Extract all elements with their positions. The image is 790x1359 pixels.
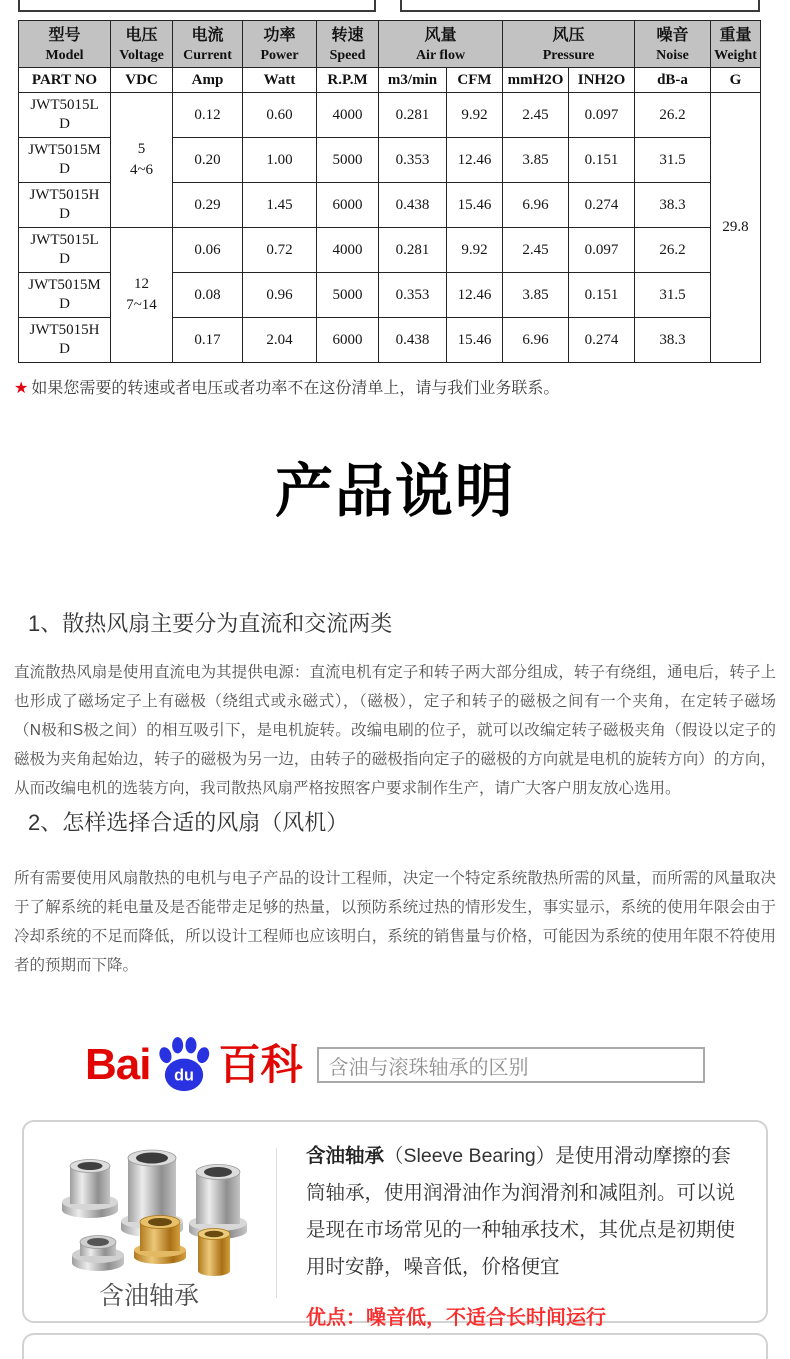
unit-mmh2o: mmH2O — [503, 68, 569, 93]
cell-db: 31.5 — [635, 273, 711, 318]
card-divider — [276, 1148, 277, 1298]
cell-rpm: 5000 — [317, 138, 379, 183]
fan-spec-table — [18, 20, 761, 363]
cell-voltage-group-12v: 12 7~14 — [111, 228, 173, 363]
spec-header-row — [19, 21, 761, 68]
cell-watt: 2.04 — [243, 318, 317, 363]
unit-rpm: R.P.M — [317, 68, 379, 93]
baidu-logo-baike: 百科 — [218, 1041, 303, 1088]
cell-cfm: 12.46 — [447, 273, 503, 318]
cell-mmh2o: 2.45 — [503, 228, 569, 273]
unit-m3min: m3/min — [379, 68, 447, 93]
cell-m3min: 0.438 — [379, 318, 447, 363]
cell-rpm: 4000 — [317, 93, 379, 138]
brass-bushing-flanged — [134, 1216, 186, 1265]
bearing-card — [22, 1120, 768, 1329]
cell-weight: 29.8 — [711, 93, 761, 363]
previous-content-box-right — [400, 0, 760, 12]
cell-watt: 0.96 — [243, 273, 317, 318]
unit-inh2o: INH2O — [569, 68, 635, 93]
cell-inh2o: 0.274 — [569, 183, 635, 228]
col-power: 功率 Power — [243, 21, 317, 68]
baidu-du-label: du — [174, 1066, 195, 1085]
steel-bushing-right — [189, 1165, 247, 1240]
brass-bushing-cylinder — [198, 1229, 230, 1277]
baike-search-input[interactable] — [317, 1047, 706, 1083]
col-voltage: 电压 Voltage — [111, 21, 173, 68]
section-1-body: 直流散热风扇是使用直流电为其提供电源：直流电机有定子和转子两大部分组成，转子有绕组，通电后，转子上也形成了磁场定子上有磁极（绕组式或永磁式），（磁极），定子和转子的磁极之间有一个夹角，在定转子磁场（N极和S极之间）的相互吸引下，是电机旋转。改编电刷的位子，就可以改编定转子磁极夹角（假设以定子的磁极为夹角起始边，转子的磁极为另一边，由转子的磁极指向定子的磁极的方向就是电机的旋转方向）的方向，从而改编电机的选装方向，我司散热风扇严格按照客户要求制作生产，请广大客户朋友放心选用。 — [14, 664, 776, 797]
col-pressure: 风压 Pressure — [503, 21, 635, 68]
cell-m3min: 0.438 — [379, 183, 447, 228]
cell-model: JWT5015HD — [19, 318, 111, 363]
cell-rpm: 5000 — [317, 273, 379, 318]
col-current: 电流 Current — [173, 21, 243, 68]
section-1-heading: 1、散热风扇主要分为直流和交流两类 — [28, 611, 393, 636]
cell-m3min: 0.353 — [379, 138, 447, 183]
bearing-description — [306, 1138, 748, 1337]
cell-cfm: 12.46 — [447, 138, 503, 183]
bearing-image-caption: 含油轴承 — [98, 1282, 199, 1310]
section-2-heading: 2、怎样选择合适的风扇（风机） — [28, 810, 349, 835]
page-title: 产品说明 — [274, 459, 515, 524]
cell-amp: 0.08 — [173, 273, 243, 318]
cell-amp: 0.17 — [173, 318, 243, 363]
next-card-top-edge — [22, 1333, 768, 1359]
spec-row — [19, 228, 761, 273]
unit-g: G — [711, 68, 761, 93]
previous-content-box-left — [18, 0, 376, 12]
cell-m3min: 0.353 — [379, 273, 447, 318]
cell-cfm: 15.46 — [447, 183, 503, 228]
contact-note-text: 如果您需要的转速或者电压或者功率不在这份清单上，请与我们业务联系。 — [31, 380, 560, 397]
contact-note — [14, 375, 559, 398]
unit-watt: Watt — [243, 68, 317, 93]
spec-units-row — [19, 68, 761, 93]
cell-mmh2o: 3.85 — [503, 138, 569, 183]
unit-dba: dB-a — [635, 68, 711, 93]
cell-inh2o: 0.274 — [569, 318, 635, 363]
unit-cfm: CFM — [447, 68, 503, 93]
cell-rpm: 6000 — [317, 183, 379, 228]
cell-amp: 0.12 — [173, 93, 243, 138]
unit-vdc: VDC — [111, 68, 173, 93]
cell-cfm: 9.92 — [447, 228, 503, 273]
cell-mmh2o: 6.96 — [503, 183, 569, 228]
cell-watt: 1.45 — [243, 183, 317, 228]
cell-watt: 0.72 — [243, 228, 317, 273]
col-airflow: 风量 Air flow — [379, 21, 503, 68]
cell-cfm: 15.46 — [447, 318, 503, 363]
steel-bushing-small — [72, 1236, 124, 1272]
cell-rpm: 6000 — [317, 318, 379, 363]
unit-amp: Amp — [173, 68, 243, 93]
cell-db: 31.5 — [635, 138, 711, 183]
section-2-body: 所有需要使用风扇散热的电机与电子产品的设计工程师，决定一个特定系统散热所需的风量，而所需的风量取决于了解系统的耗电量及是否能带走足够的热量，以预防系统过热的情形发生，事实显示，系统的使用年限会由于冷却系统的不足而降低，所以设计工程师也应该明白，系统的销售量与价格，可能因为系统的使用年限不符使用者的预期而下降。 — [14, 870, 776, 974]
cell-amp: 0.06 — [173, 228, 243, 273]
cell-model: JWT5015HD — [19, 183, 111, 228]
baidu-paw-icon — [152, 1036, 216, 1094]
col-weight: 重量 Weight — [711, 21, 761, 68]
sleeve-bearings-image — [40, 1130, 258, 1280]
cell-watt: 1.00 — [243, 138, 317, 183]
bearing-highlight: 优点：噪音低，不适合长时间运行 — [306, 1307, 606, 1329]
cell-model: JWT5015MD — [19, 273, 111, 318]
cell-inh2o: 0.097 — [569, 93, 635, 138]
cell-m3min: 0.281 — [379, 93, 447, 138]
bearing-description-text: 含油轴承（Sleeve Bearing）是使用滑动摩擦的套筒轴承，使用润滑油作为润滑剂和减阻剂。可以说是现在市场常见的一种轴承技术，其优点是初期使用时安静，噪音低，价格便宜 — [306, 1145, 736, 1278]
cell-db: 26.2 — [635, 93, 711, 138]
cell-cfm: 9.92 — [447, 93, 503, 138]
cell-voltage-group-5v: 5 4~6 — [111, 93, 173, 228]
cell-inh2o: 0.097 — [569, 228, 635, 273]
baidu-baike-search-row — [85, 1036, 705, 1094]
bearing-photo — [40, 1130, 258, 1318]
col-speed: 转速 Speed — [317, 21, 379, 68]
cell-model: JWT5015LD — [19, 228, 111, 273]
cell-mmh2o: 6.96 — [503, 318, 569, 363]
cell-amp: 0.29 — [173, 183, 243, 228]
star-icon: ★ — [14, 380, 29, 397]
steel-bushing-left — [62, 1160, 118, 1219]
cell-model: JWT5015LD — [19, 93, 111, 138]
col-noise: 噪音 Noise — [635, 21, 711, 68]
cell-inh2o: 0.151 — [569, 138, 635, 183]
cell-watt: 0.60 — [243, 93, 317, 138]
baidu-logo-bai: Bai — [85, 1040, 151, 1089]
cell-db: 38.3 — [635, 183, 711, 228]
cell-db: 26.2 — [635, 228, 711, 273]
cell-m3min: 0.281 — [379, 228, 447, 273]
cell-amp: 0.20 — [173, 138, 243, 183]
cell-mmh2o: 3.85 — [503, 273, 569, 318]
cell-db: 38.3 — [635, 318, 711, 363]
bearing-term: 含油轴承 — [306, 1145, 385, 1167]
unit-partno: PART NO — [19, 68, 111, 93]
cell-model: JWT5015MD — [19, 138, 111, 183]
cell-rpm: 4000 — [317, 228, 379, 273]
spec-row — [19, 93, 761, 138]
cell-mmh2o: 2.45 — [503, 93, 569, 138]
cell-inh2o: 0.151 — [569, 273, 635, 318]
col-model: 型号 Model — [19, 21, 111, 68]
